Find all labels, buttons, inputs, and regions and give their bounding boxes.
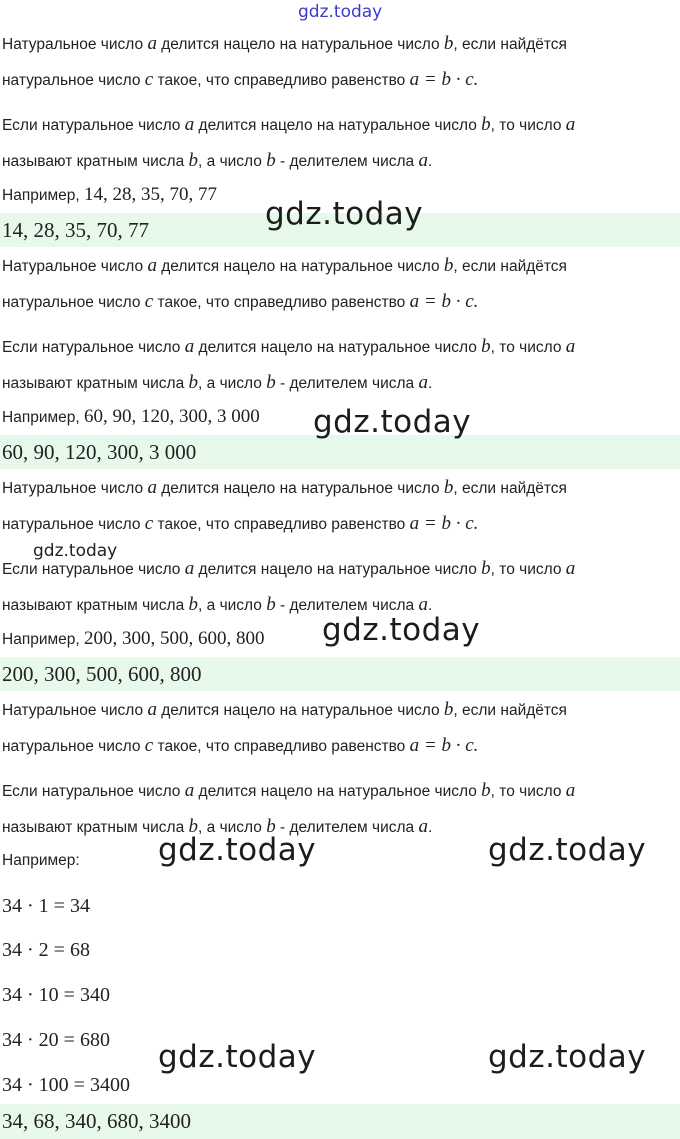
definition-multiple-line2: называют кратным числа b, а число b - делителем числа a. [2,372,433,393]
definition-divisible-line2: натуральное число c такое, что справедливо равенство a = b · c. [2,69,479,90]
definition-multiple-line1: Если натуральное число a делится нацело на натуральное число b, то число a [2,114,576,135]
product-line: 34 · 100 = 3400 [2,1074,130,1096]
product-line: 34 · 2 = 68 [2,939,90,961]
watermark: gdz.today [488,1039,647,1075]
definition-multiple-line1: Если натуральное число a делится нацело на натуральное число b, то число a [2,558,576,579]
definition-divisible-line2: натуральное число c такое, что справедливо равенство a = b · c. [2,735,479,756]
answer-box: 34, 68, 340, 680, 3400 [0,1104,680,1139]
definition-divisible-line2: натуральное число c такое, что справедливо равенство a = b · c. [2,513,479,534]
watermark: gdz.today [265,196,424,232]
product-line: 34 · 1 = 34 [2,895,90,917]
definition-divisible-line1: Натуральное число a делится нацело на натуральное число b, если найдётся [2,699,567,720]
product-line: 34 · 20 = 680 [2,1029,110,1051]
header-watermark: gdz.today [298,2,383,22]
definition-multiple-line2: называют кратным числа b, а число b - делителем числа a. [2,150,433,171]
example-line: Например, 60, 90, 120, 300, 3 000 [2,406,260,427]
watermark: gdz.today [313,404,472,440]
watermark-small: gdz.today [33,541,118,561]
definition-multiple-line1: Если натуральное число a делится нацело на натуральное число b, то число a [2,780,576,801]
definition-divisible-line2: натуральное число c такое, что справедливо равенство a = b · c. [2,291,479,312]
answer-box: 200, 300, 500, 600, 800 [0,657,680,691]
definition-divisible-line1: Натуральное число a делится нацело на натуральное число b, если найдётся [2,255,567,276]
definition-divisible-line1: Натуральное число a делится нацело на натуральное число b, если найдётся [2,477,567,498]
answer-box: 14, 28, 35, 70, 77 [0,213,680,247]
watermark: gdz.today [488,832,647,868]
answer-box: 60, 90, 120, 300, 3 000 [0,435,680,469]
definition-multiple-line2: называют кратным числа b, а число b - делителем числа a. [2,816,433,837]
definition-divisible-line1: Натуральное число a делится нацело на натуральное число b, если найдётся [2,33,567,54]
watermark: gdz.today [158,1039,317,1075]
example-line: Например, 200, 300, 500, 600, 800 [2,628,265,649]
example-label: Например: [2,852,80,869]
watermark: gdz.today [322,612,481,648]
product-line: 34 · 10 = 340 [2,984,110,1006]
watermark: gdz.today [158,832,317,868]
example-line: Например, 14, 28, 35, 70, 77 [2,184,218,205]
definition-multiple-line1: Если натуральное число a делится нацело на натуральное число b, то число a [2,336,576,357]
definition-multiple-line2: называют кратным числа b, а число b - делителем числа a. [2,594,433,615]
